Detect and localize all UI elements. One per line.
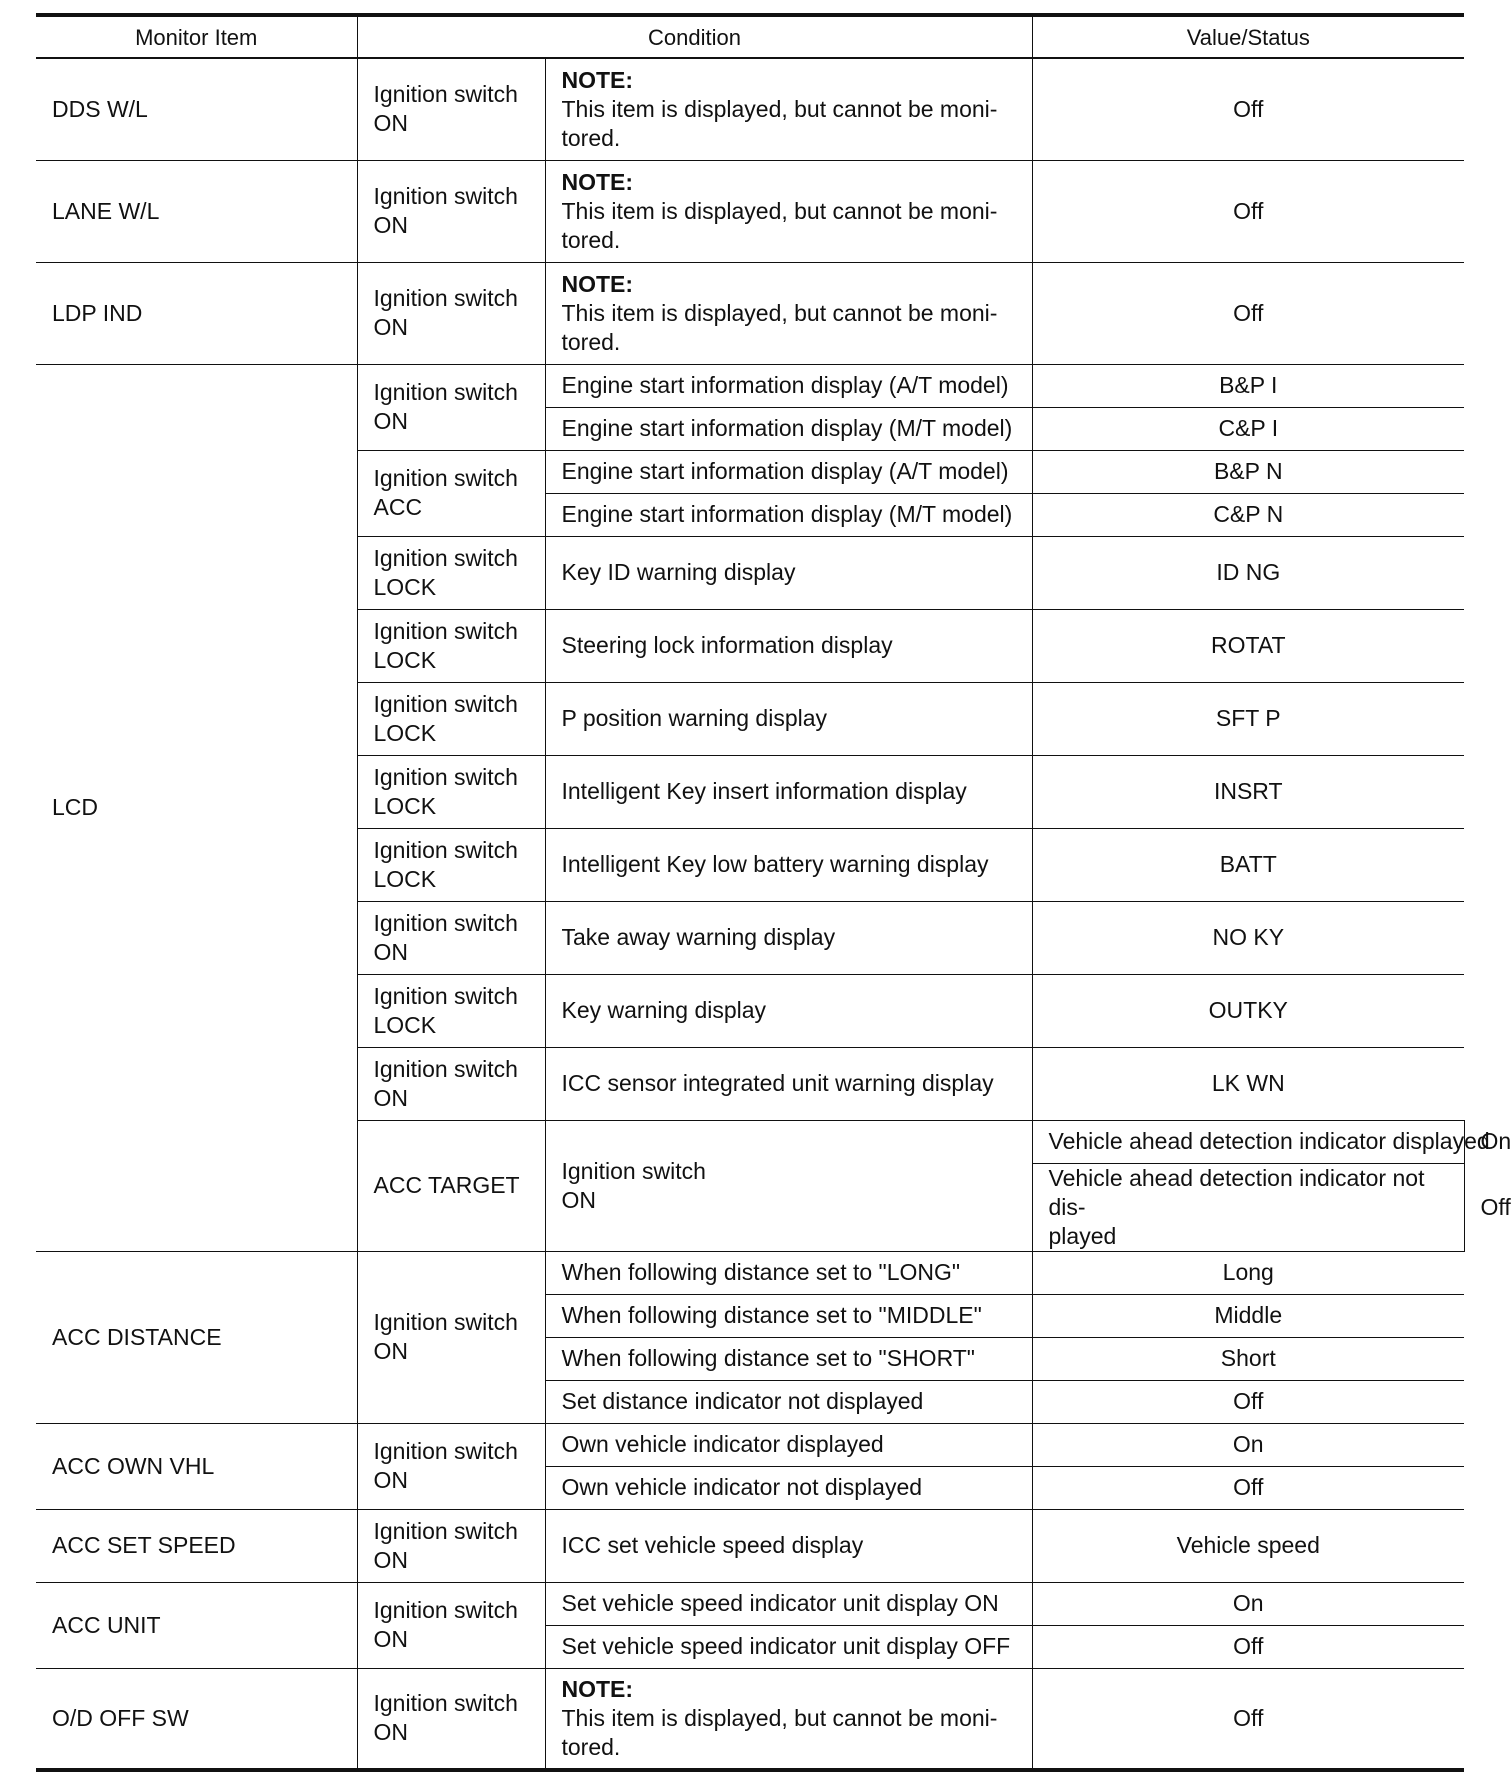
note-text: This item is displayed, but cannot be moni- tored. [561,1704,998,1760]
header-monitor-item: Monitor Item [36,15,357,58]
value-cell: Off [1032,1625,1464,1668]
ignition-condition-cell: Ignition switch LOCK [357,974,545,1047]
table-row [36,364,1464,407]
value-cell: C&P I [1032,407,1464,450]
monitor-item-cell: LDP IND [36,262,357,364]
condition-cell: Vehicle ahead detection indicator not dis- played [1032,1163,1464,1251]
ignition-condition-cell: Ignition switch ON [357,1582,545,1668]
ignition-condition-cell: Ignition switch ON [357,1668,545,1770]
value-cell: Short [1032,1337,1464,1380]
monitor-item-cell: ACC SET SPEED [36,1509,357,1582]
value-cell: Off [1032,262,1464,364]
monitor-item-cell: LCD [36,364,357,1251]
ignition-condition-cell: Ignition switch ON [357,901,545,974]
value-cell: LK WN [1032,1047,1464,1120]
ignition-condition-cell: Ignition switch LOCK [357,682,545,755]
table-row [36,1423,1464,1466]
note-label: NOTE: [561,168,634,195]
ignition-condition-cell: Ignition switch ON [357,1423,545,1509]
table-row [36,1251,1464,1294]
ignition-condition-cell: Ignition switch ON [357,1509,545,1582]
value-cell: SFT P [1032,682,1464,755]
condition-cell: Intelligent Key low battery warning display [545,828,1032,901]
monitor-item-cell: ACC OWN VHL [36,1423,357,1509]
value-cell: On [1032,1423,1464,1466]
header-value-status: Value/Status [1032,15,1464,58]
ignition-condition-cell: Ignition switch LOCK [357,609,545,682]
ignition-condition-cell: Ignition switch LOCK [357,828,545,901]
note-cell [545,1668,1032,1770]
monitor-item-cell: LANE W/L [36,160,357,262]
condition-cell: Key ID warning display [545,536,1032,609]
condition-cell: Own vehicle indicator not displayed [545,1466,1032,1509]
ignition-condition-cell: Ignition switch ON [357,160,545,262]
condition-cell: P position warning display [545,682,1032,755]
condition-cell: ICC set vehicle speed display [545,1509,1032,1582]
ignition-condition-cell: Ignition switch LOCK [357,536,545,609]
condition-cell: Steering lock information display [545,609,1032,682]
table-row [36,1582,1464,1625]
note-label: NOTE: [561,1675,634,1702]
value-cell: Long [1032,1251,1464,1294]
value-cell: Off [1032,160,1464,262]
value-cell: Middle [1032,1294,1464,1337]
monitor-item-cell: DDS W/L [36,58,357,160]
note-label: NOTE: [561,66,634,93]
condition-cell: Intelligent Key insert information display [545,755,1032,828]
table-row: ACC TARGET Ignition switch ON Vehicle ahead detection indicator displayed On [36,1120,1464,1163]
monitor-item-cell: ACC UNIT [36,1582,357,1668]
monitor-item-cell: ACC DISTANCE [36,1251,357,1423]
table-row [36,58,1464,160]
value-cell: B&P I [1032,364,1464,407]
condition-cell: Set vehicle speed indicator unit display ON [545,1582,1032,1625]
ignition-condition-cell: Ignition switch ON [357,262,545,364]
table-row [36,160,1464,262]
value-cell: On [1032,1582,1464,1625]
ignition-condition-cell: Ignition switch ON [357,1251,545,1423]
condition-cell: When following distance set to "SHORT" [545,1337,1032,1380]
note-cell [545,58,1032,160]
table-row [36,1668,1464,1770]
value-cell: Off [1032,1466,1464,1509]
ignition-condition-cell: Ignition switch LOCK [357,755,545,828]
ignition-condition-cell: Ignition switch ON [545,1120,1032,1251]
value-cell: ROTAT [1032,609,1464,682]
table-header-row [36,15,1464,58]
note-label: NOTE: [561,270,634,297]
note-cell [545,160,1032,262]
ignition-condition-cell: Ignition switch ON [357,1047,545,1120]
ignition-condition-cell: Ignition switch ACC [357,450,545,536]
condition-cell: Take away warning display [545,901,1032,974]
value-cell: Off [1032,58,1464,160]
condition-cell: Set vehicle speed indicator unit display OFF [545,1625,1032,1668]
value-cell: B&P N [1032,450,1464,493]
condition-cell: Key warning display [545,974,1032,1047]
condition-cell: ICC sensor integrated unit warning display [545,1047,1032,1120]
value-cell: ID NG [1032,536,1464,609]
note-text: This item is displayed, but cannot be moni- tored. [561,299,998,355]
ignition-condition-cell: Ignition switch ON [357,58,545,160]
ignition-condition-cell: Ignition switch ON [357,364,545,450]
value-cell: Off [1032,1668,1464,1770]
condition-cell: Set distance indicator not displayed [545,1380,1032,1423]
note-cell [545,262,1032,364]
monitor-item-table [36,13,1511,1772]
value-cell: Vehicle speed [1032,1509,1464,1582]
condition-cell: Own vehicle indicator displayed [545,1423,1032,1466]
condition-cell: When following distance set to "LONG" [545,1251,1032,1294]
header-condition: Condition [357,15,1032,58]
value-cell: Off [1032,1380,1464,1423]
monitor-item-cell: O/D OFF SW [36,1668,357,1770]
table-row [36,262,1464,364]
table-row [36,1509,1464,1582]
condition-cell: Engine start information display (M/T model) [545,493,1032,536]
condition-cell: Engine start information display (M/T model) [545,407,1032,450]
note-text: This item is displayed, but cannot be moni- tored. [561,197,998,253]
value-cell: C&P N [1032,493,1464,536]
note-text: This item is displayed, but cannot be moni- tored. [561,95,998,151]
value-cell: OUTKY [1032,974,1464,1047]
condition-cell: Vehicle ahead detection indicator displayed [1032,1120,1464,1163]
condition-cell: Engine start information display (A/T model) [545,364,1032,407]
condition-cell: Engine start information display (A/T model) [545,450,1032,493]
value-cell: BATT [1032,828,1464,901]
table-row: Vehicle ahead detection indicator not dis- played Off [36,1163,1464,1251]
condition-cell: When following distance set to "MIDDLE" [545,1294,1032,1337]
value-cell: NO KY [1032,901,1464,974]
value-cell: INSRT [1032,755,1464,828]
monitor-item-cell: ACC TARGET [357,1120,545,1251]
